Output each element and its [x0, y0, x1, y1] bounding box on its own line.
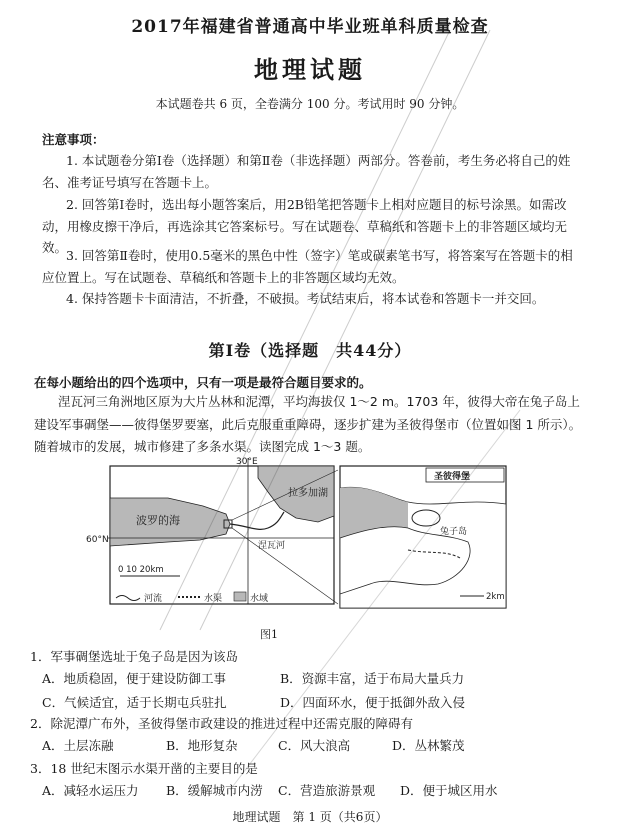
- lake-label: 拉多加湖: [288, 488, 328, 499]
- river-label: 涅瓦河: [258, 541, 286, 551]
- option-c[interactable]: C．营造旅游景观: [278, 783, 376, 798]
- question-stem: 1．军事碉堡选址于兔子岛是因为该岛: [30, 649, 238, 664]
- page-footer: 地理试题 第 1 页（共6页）: [232, 810, 388, 824]
- exam-title: 2017年福建省普通高中毕业班单科质量检查: [131, 17, 489, 37]
- subject-title: 地理试题: [254, 55, 366, 84]
- option-b[interactable]: B．缓解城市内涝: [166, 783, 263, 798]
- note-item: 4. 保持答题卡卡面清洁，不折叠，不破损。考试结束后，将本试卷和答题卡一并交回。: [66, 291, 545, 306]
- legend-water: 水域: [250, 594, 269, 604]
- option-b[interactable]: B．地形复杂: [166, 738, 238, 753]
- meridian-label: 30°E: [236, 457, 258, 467]
- option-c[interactable]: C．气候适宜，适于长期屯兵驻扎: [42, 695, 227, 710]
- question-stem: 3．18 世纪末图示水渠开凿的主要目的是: [30, 761, 258, 776]
- note-item: 3. 回答第Ⅱ卷时，使用0.5毫米的黑色中性（签字）笔或碳素笔书写，将答案写在答题卡的相应位置上。写在试题卷、草稿纸和答题卡上的非答题区域均无效。: [42, 248, 573, 285]
- legend-river: 河流: [144, 594, 163, 604]
- option-a[interactable]: A．地质稳固，便于建设防御工事: [42, 671, 227, 686]
- exam-info: 本试题卷共 6 页，全卷满分 100 分。考试用时 90 分钟。: [155, 97, 465, 111]
- section-title: 第Ⅰ卷（选择题 共44分）: [208, 341, 412, 360]
- option-d[interactable]: D．四面环水，便于抵御外敌入侵: [280, 695, 466, 710]
- figure-caption: 图1: [260, 628, 278, 641]
- option-d[interactable]: D．便于城区用水: [400, 783, 498, 798]
- note-item: 1. 本试题卷分第Ⅰ卷（选择题）和第Ⅱ卷（非选择题）两部分。答卷前，考生务必将自己的姓名、准考证号填写在答题卡上。: [42, 153, 571, 190]
- notes-heading: 注意事项：: [42, 132, 105, 147]
- inset-title: 圣彼得堡: [434, 472, 471, 482]
- option-a[interactable]: A．土层冻融: [42, 738, 114, 753]
- island-label: 兔子岛: [440, 527, 468, 537]
- scale-right: 2km: [486, 592, 505, 602]
- question-stem: 2．除泥潭广布外，圣彼得堡市政建设的推进过程中还需克服的障碍有: [30, 716, 413, 731]
- legend-canal: 水渠: [204, 594, 223, 604]
- option-b[interactable]: B．资源丰富，适于布局大量兵力: [280, 671, 465, 686]
- section-instruction: 在每小题给出的四个选项中，只有一项是最符合题目要求的。: [34, 375, 372, 390]
- parallel-label: 60°N: [86, 535, 109, 545]
- question-intro: 涅瓦河三角洲地区原为大片丛林和泥潭，平均海拔仅 1～2 m。1703 年，彼得大帝在兔子岛上建设军事碉堡——彼得堡罗要塞，此后克服重重障碍，逐步扩建为圣彼得堡市（位置如图 1 所示）。随着城市的发展，城市修建了多条水渠。读图完成 1～3 题。: [34, 394, 582, 454]
- sea-label: 波罗的海: [136, 514, 180, 527]
- figure-map: [86, 457, 510, 618]
- scale-left: 0 10 20km: [118, 565, 164, 575]
- option-a[interactable]: A．减轻水运压力: [42, 783, 139, 798]
- option-d[interactable]: D．丛林繁茂: [392, 738, 465, 753]
- option-c[interactable]: C．风大浪高: [278, 738, 351, 753]
- note-item: 2. 回答第Ⅰ卷时，选出每小题答案后，用2B铅笔把答题卡上相对应题目的标号涂黑。如需改动，用橡皮擦干净后，再选涂其它答案标号。写在试题卷、草稿纸和答题卡上的非答题区域均无效。: [42, 197, 568, 255]
